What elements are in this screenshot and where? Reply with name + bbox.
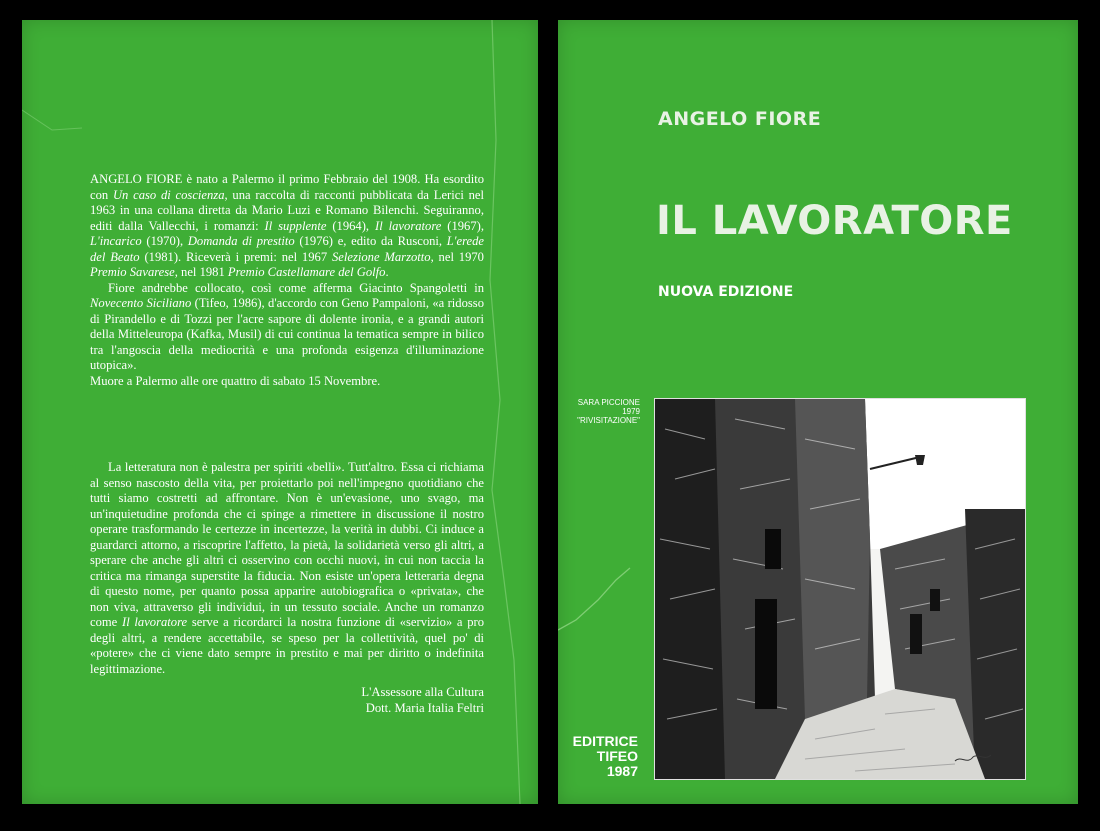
artist-name: SARA PICCIONE [577, 398, 640, 407]
bio-text: (1976) e, edito da Rusconi, [294, 234, 447, 248]
bio-text: , una raccolta di racconti pubblicata da Lerici nel 1963 in una collana diretta da Mario Luzi e Romano Bilenchi. Seguiranno, editi dalla Vallecchi, i romanzi: [90, 187, 484, 233]
publication-year: 1987 [606, 763, 638, 779]
book-title: Il lavoratore [122, 615, 188, 629]
signature-role: L'Assessore alla Cultura [361, 685, 484, 699]
book-title: Il supplente [264, 218, 327, 233]
bio-text: (1967), [441, 218, 484, 233]
front-cover [558, 20, 1078, 804]
publisher-line-2: TIFEO [596, 748, 638, 764]
bio-text: . [385, 265, 389, 279]
bio-text: ANGELO FIORE è nato a Palermo il primo Febbraio del 1908. Ha esordito con [90, 172, 484, 202]
prize-name: Selezione Marzotto [331, 249, 431, 264]
bio-text: , nel 1970 [430, 249, 484, 264]
bio-paragraph-3: Muore a Palermo alle ore quattro di sabato 15 Novembre. [90, 373, 381, 388]
intro-text: La letteratura non è palestra per spiriti «belli». Tutt'altro. Essa ci richiama al senso nascosto della vita, per proiettarlo poi nell'impegno quotidiano che tutti siamo costretti ad affrontare. Non è un'evasione, uno svago, ma un'inquietudine profonda che ci spinge a rimettere in discussione il nostro operare trasformando le certezze in incertezze, la verità in dubbi. Ci induce a guardarci attorno, a riscoprire l'affetto, la pietà, la solidarietà verso gli altri, a sperare che anche gli altri ci osservino con occhi nuovi, in cui non taccia la critica ma rimanga superstite la fiducia. Non esiste un'opera letteraria degna di questo nome, per quanto possa apparire autobiografica o «privata», che non viva, attraverso gli individui, in un tessuto sociale. Anche un romanzo come [90, 460, 484, 629]
bio-text: (1981). Riceverà i premi: nel 1967 [139, 249, 332, 264]
artwork-title: "RIVISITAZIONE" [577, 416, 640, 425]
publisher-line-1: EDITRICE [572, 733, 638, 749]
book-title: Domanda di prestito [187, 234, 295, 248]
prize-name: Premio Castellamare del Golfo [227, 265, 386, 279]
back-cover [22, 20, 538, 804]
book-title: L'erede del Beato [90, 234, 484, 264]
artwork-year: 1979 [622, 407, 640, 416]
cover-crease [558, 20, 1078, 804]
author-name: ANGELO FIORE [658, 108, 822, 130]
bio-text: (1970), [141, 234, 188, 248]
edition-label: NUOVA EDIZIONE [658, 284, 794, 300]
cover-crease [22, 20, 538, 804]
bio-text: (Tifeo, 1986), d'accordo con Geno Pampaloni, «a ridosso di Pirandello e di Tozzi per l'acre sapore di dolente ironia, e a grandi autori della Mitteleuropa (Kafka, Musil) di cui continua la tematica sempre in bilico tra l'angoscia della mediocrità e una profonda esigenza d'illuminazione utopica». [90, 296, 484, 372]
prize-name: Premio Savarese [90, 265, 175, 279]
book-title: L'incarico [90, 234, 142, 248]
book-title-heading: IL LAVORATORE [656, 198, 1013, 244]
book-title: Il lavoratore [375, 218, 442, 233]
bio-text: , nel 1981 [174, 265, 228, 279]
book-title: Un caso di coscienza [112, 187, 225, 202]
bio-text: Fiore andrebbe collocato, così come afferma Giacinto Spangoletti in [108, 280, 484, 295]
signature-name: Dott. Maria Italia Feltri [365, 700, 484, 715]
bio-text: (1964), [326, 218, 376, 233]
book-title: Novecento Siciliano [90, 296, 192, 310]
intro-text: serve a ricordarci la nostra funzione di «servizio» a pro degli altri, a rendere accettabile, se speso per la collettività, quel po' di «potere» che ci viene dato sempre in prestito e mai per diritto o indefinita legittimazione. [90, 615, 484, 676]
